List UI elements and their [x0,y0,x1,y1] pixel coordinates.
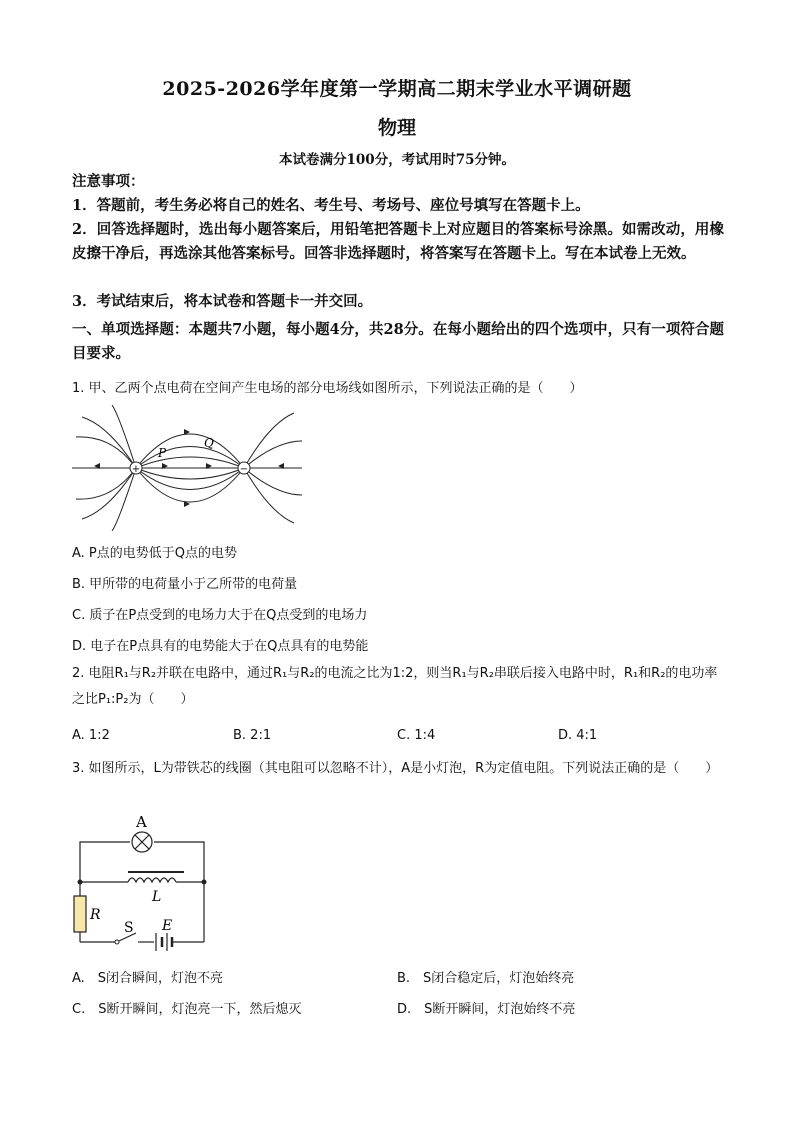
coil-label: L [152,889,162,905]
lamp-label: A [136,813,147,831]
option: D. 电子在P点具有的电势能大于在Q点具有的电势能 [72,639,369,654]
notice-item: 3．考试结束后，将本试卷和答题卡一并交回。 [72,293,373,310]
battery-label: E [162,918,173,934]
resistor [74,896,86,932]
point-p-label: P [158,446,167,460]
question-stem: 2. 电阻R₁与R₂并联在电路中，通过R₁与R₂的电流之比为1:2，则当R₁与R₂串联后接入电路中时，R₁和R₂的电功率之比P₁:P₂为（ ） [72,666,718,707]
subject-title: 物理 [377,117,416,139]
switch-label: S [124,920,134,936]
option: C. S断开瞬间，灯泡亮一下，然后熄灭 [72,1002,302,1017]
exam-meta: 本试卷满分100分，考试用时75分钟。 [279,152,515,168]
point-q-label: Q [204,436,214,450]
option: C. 质子在P点受到的电场力大于在Q点受到的电场力 [72,608,368,623]
option: C. 1:4 [397,728,436,743]
notice-item: 2．回答选择题时，选出每小题答案后，用铅笔把答题卡上对应题目的答案标号涂黑。如需改动，用橡皮擦干净后，再选涂其他答案标号。回答非选择题时，将答案写在答题卡上。写在本试卷上无效。 [72,221,724,262]
option: A. P点的电势低于Q点的电势 [72,546,238,561]
option: A. 1:2 [72,728,110,743]
negative-charge-label: − [239,464,249,475]
circuit-figure [72,812,212,958]
notice-item: 1．答题前，考生务必将自己的姓名、考生号、考场号、座位号填写在答题卡上。 [72,197,590,214]
option: B. S闭合稳定后，灯泡始终亮 [397,971,575,986]
exam-title: 2025-2026学年度第一学期高二期末学业水平调研题 [162,78,632,100]
electric-field-figure [72,405,304,535]
option: A. S闭合瞬间，灯泡不亮 [72,971,224,986]
positive-charge-label: + [131,464,141,475]
option: D. S断开瞬间，灯泡始终不亮 [397,1002,576,1017]
section-heading: 一、单项选择题：本题共7小题，每小题4分，共28分。在每小题给出的四个选项中，只有一项符合题目要求。 [72,321,724,362]
question-stem: 1. 甲、乙两个点电荷在空间产生电场的部分电场线如图所示，下列说法正确的是（ ） [72,381,583,396]
notice-heading: 注意事项： [72,173,145,190]
option: B. 2:1 [233,728,272,743]
option: D. 4:1 [558,728,598,743]
resistor-label: R [90,907,101,923]
question-stem: 3. 如图所示，L为带铁芯的线圈（其电阻可以忽略不计），A是小灯泡，R为定值电阻。下列说法正确的是（ ） [72,761,719,776]
option: B. 甲所带的电荷量小于乙所带的电荷量 [72,577,298,592]
